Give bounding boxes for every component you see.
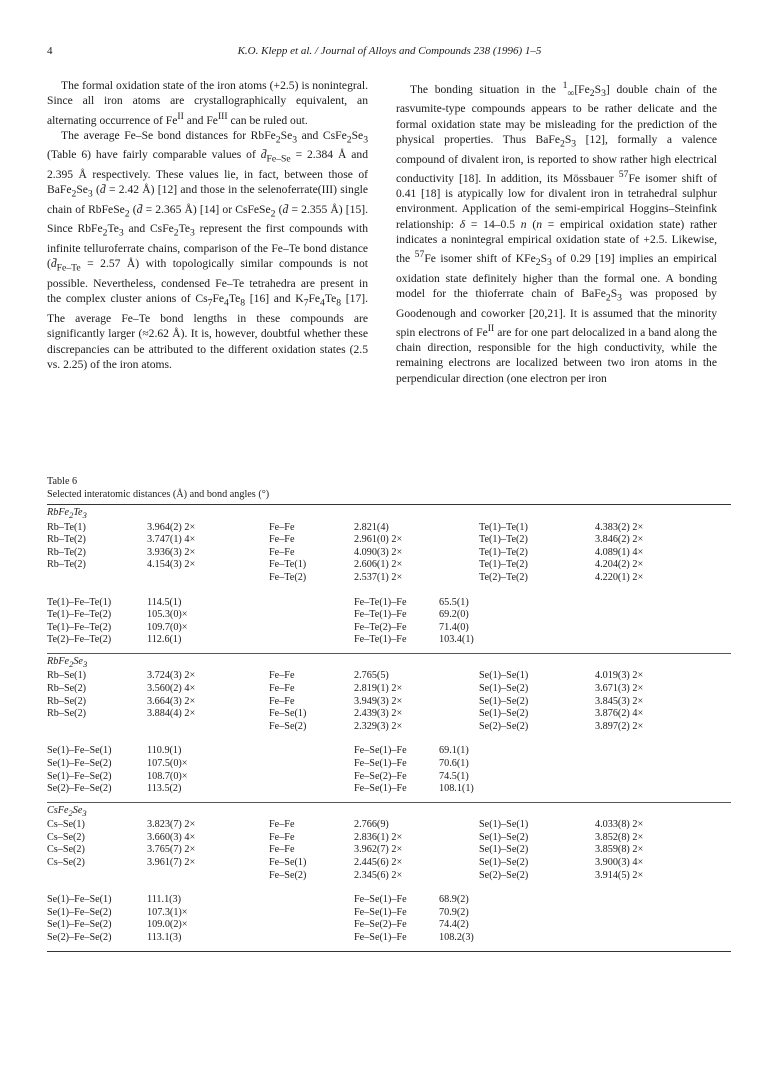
- table-cell: 3.897(2) 2×: [595, 720, 644, 732]
- table-cell: Cs–Se(2): [47, 857, 85, 869]
- table-cell: Te(1)–Fe–Te(2): [47, 621, 112, 633]
- table-cell: Te(1)–Fe–Te(1): [47, 596, 112, 608]
- table-cell: 4.220(1) 2×: [595, 571, 644, 583]
- table-cell: Fe–Fe: [269, 683, 295, 694]
- table-cell: 4.089(1) 4×: [595, 546, 644, 558]
- table-cell: Rb–Se(1): [47, 670, 87, 682]
- table-cell: Se(1)–Fe–Se(1): [47, 894, 112, 906]
- table-cell: Fe–Te(1)–Fe: [354, 596, 407, 608]
- left-paragraph-1: The formal oxidation state of the iron atoms (+2.5) is nonintegral. Since all iron atoms are crystallographically equivalent, an alternating occurrence of $Fe^{II}$ and $Fe^{III}$ can be ruled out.: [47, 79, 368, 127]
- table-cell: Fe–Fe: [269, 695, 295, 707]
- distance-row: [47, 534, 731, 547]
- table-cell: Cs–Se(2): [47, 831, 85, 843]
- table-cell: Rb–Te(2): [47, 559, 86, 571]
- distance-row: [47, 522, 731, 535]
- table-cell: 3.900(3) 4×: [595, 857, 644, 869]
- table-cell: Fe–Se(1)–Fe: [354, 932, 407, 944]
- table-section-title: $CsFe_2Se_3$: [47, 804, 87, 818]
- table-cell: 3.671(3) 2×: [595, 683, 644, 694]
- distance-row: [47, 870, 731, 883]
- table-cell: 70.9(2): [439, 906, 469, 918]
- table-cell: Se(1)–Fe–Se(2): [47, 906, 112, 918]
- table-cell: 3.884(4) 2×: [147, 708, 196, 720]
- distance-row: [47, 819, 731, 832]
- table-cell: Fe–Se(2): [269, 869, 307, 881]
- table-bottom-rule: [47, 951, 731, 952]
- distance-row: [47, 696, 731, 709]
- table-label: Table 6: [47, 476, 78, 487]
- table-cell: 3.961(7) 2×: [147, 857, 196, 869]
- table-cell: Se(1)–Se(2): [479, 831, 529, 843]
- table-cell: Te(1)–Te(2): [479, 534, 528, 546]
- distance-row: [47, 683, 731, 696]
- table-cell: 2.445(6) 2×: [354, 857, 403, 869]
- table-section-title: $RbFe_2Te_3$: [47, 507, 87, 521]
- table-cell: 2.821(4): [354, 521, 389, 533]
- angle-row: [47, 634, 731, 647]
- angle-row: [47, 609, 731, 622]
- table-cell: 3.876(2) 4×: [595, 708, 644, 720]
- table-cell: 3.823(7) 2×: [147, 819, 196, 831]
- table-cell: Te(2)–Te(2): [479, 571, 528, 583]
- table-cell: Se(1)–Se(1): [479, 819, 529, 831]
- angle-row: [47, 745, 731, 758]
- table-cell: 3.964(2) 2×: [147, 521, 196, 533]
- distance-row: [47, 547, 731, 560]
- table-cell: 2.836(1) 2×: [354, 831, 403, 843]
- table-cell: Cs–Se(2): [47, 844, 85, 856]
- table-cell: 4.383(2) 2×: [595, 521, 644, 533]
- table-cell: Fe–Se(1): [269, 857, 307, 869]
- table-cell: 2.537(1) 2×: [354, 571, 403, 583]
- table-cell: Rb–Te(2): [47, 534, 86, 546]
- table-cell: Se(1)–Se(2): [479, 708, 529, 720]
- table-cell: Fe–Fe: [269, 534, 295, 546]
- distance-row: [47, 721, 731, 734]
- table-cell: Fe–Se(1)–Fe: [354, 745, 407, 757]
- table-cell: Rb–Te(1): [47, 521, 86, 533]
- table-cell: 112.6(1): [147, 634, 182, 646]
- distance-row: [47, 708, 731, 721]
- table-cell: Fe–Fe: [269, 844, 295, 856]
- distance-row: [47, 832, 731, 845]
- table-cell: 69.1(1): [439, 745, 469, 757]
- table-cell: Fe–Se(2)–Fe: [354, 770, 407, 782]
- table-cell: Fe–Fe: [269, 670, 295, 682]
- table-cell: Te(2)–Fe–Te(2): [47, 634, 112, 646]
- table-cell: Fe–Se(2)–Fe: [354, 919, 407, 931]
- table-6: [47, 476, 731, 952]
- table-cell: Fe–Te(1): [269, 559, 307, 571]
- table-cell: 113.1(3): [147, 932, 182, 944]
- table-cell: 70.6(1): [439, 757, 469, 769]
- table-cell: 74.4(2): [439, 919, 469, 931]
- table-cell: Fe–Se(1)–Fe: [354, 783, 407, 795]
- table-cell: Rb–Se(2): [47, 683, 87, 694]
- table-cell: 108.2(3): [439, 932, 474, 944]
- table-cell: 3.859(8) 2×: [595, 844, 644, 856]
- table-cell: 114.5(1): [147, 596, 182, 608]
- table-cell: Fe–Se(1)–Fe: [354, 906, 407, 918]
- table-cell: Fe–Fe: [269, 819, 295, 831]
- table-cell: Se(1)–Fe–Se(2): [47, 757, 112, 769]
- angle-row: [47, 932, 731, 945]
- table-body: [47, 507, 731, 949]
- table-cell: 74.5(1): [439, 770, 469, 782]
- table-cell: 108.1(1): [439, 783, 474, 795]
- table-cell: Cs–Se(1): [47, 819, 85, 831]
- table-section-rule: [47, 802, 731, 803]
- table-cell: 3.560(2) 4×: [147, 683, 196, 694]
- left-paragraph-2: The average Fe–Se bond distances for $RbFe_2Se_3$ and $CsFe_2Se_3$ (Table 6) have fairly comparable values of $d̄_{Fe-Se} = 2.384$ Å and 2.395 Å respectively. These values lie, in fact, between those of $BaFe_2Se_3$ (d̄ = 2.42 Å) [12] and those in the selenoferrate(III) single chain of RbFeSe$_2$ (d̄ = 2.365 Å) [14] or CsFeSe$_2$ (d̄ = 2.355 Å) [15]. Since $RbFe_2Te_3$ and $CsFe_2Te_3$ represent the first compounds with infinite telluroferrate chains, comparison of the Fe–Te bond distance ($d̄_{Fe-Te} = 2.57$ Å) with topologically similar compounds is not possible. Nevertheless, condensed Fe–Te tetrahedra are present in the complex cluster anions of $Cs_7Fe_4Te_8$ [16] and $K_7Fe_4Te_8$ [17]. The average Fe–Te bond lengths in these compounds are significantly larger (≈2.62 Å). It is, however, doubtful whether these discrepancies can be attributed to the different oxidation states (2.5 vs. 2.25) of the iron atoms.: [47, 128, 369, 371]
- angle-row: [47, 758, 731, 771]
- table-cell: Se(1)–Se(2): [479, 683, 529, 694]
- table-cell: Fe–Te(1)–Fe: [354, 609, 407, 621]
- table-cell: 3.845(3) 2×: [595, 695, 644, 707]
- table-cell: 105.3(0)×: [147, 609, 188, 621]
- table-cell: 2.439(3) 2×: [354, 708, 403, 720]
- table-cell: Fe–Te(2)–Fe: [354, 621, 407, 633]
- table-cell: 113.5(2): [147, 783, 182, 795]
- table-cell: Se(1)–Se(2): [479, 695, 529, 707]
- table-cell: Se(1)–Se(2): [479, 844, 529, 856]
- table-cell: Se(2)–Fe–Se(2): [47, 783, 112, 795]
- table-cell: Te(1)–Te(1): [479, 521, 528, 533]
- table-cell: 3.962(7) 2×: [354, 844, 403, 856]
- table-cell: 4.019(3) 2×: [595, 670, 644, 682]
- table-cell: 2.819(1) 2×: [354, 683, 403, 694]
- table-cell: 3.747(1) 4×: [147, 534, 196, 546]
- table-cell: 2.345(6) 2×: [354, 869, 403, 881]
- table-top-rule: [47, 504, 731, 505]
- table-cell: 109.0(2)×: [147, 919, 188, 931]
- table-cell: 2.766(9): [354, 819, 389, 831]
- table-cell: Te(1)–Fe–Te(2): [47, 609, 112, 621]
- table-cell: 2.329(3) 2×: [354, 720, 403, 732]
- right-column: [396, 78, 717, 386]
- table-cell: Fe–Se(1)–Fe: [354, 894, 407, 906]
- table-cell: Se(1)–Fe–Se(2): [47, 919, 112, 931]
- table-cell: Se(2)–Se(2): [479, 869, 529, 881]
- table-cell: 2.606(1) 2×: [354, 559, 403, 571]
- table-cell: Te(1)–Te(2): [479, 559, 528, 571]
- running-head: K.O. Klepp et al. / Journal of Alloys and Compounds 238 (1996) 1–5: [237, 45, 542, 57]
- table-cell: 3.936(3) 2×: [147, 546, 196, 558]
- left-column: [47, 78, 368, 372]
- table-cell: 108.7(0)×: [147, 770, 188, 782]
- table-cell: Se(1)–Se(1): [479, 670, 529, 682]
- table-cell: 65.5(1): [439, 596, 469, 608]
- table-cell: 111.1(3): [147, 894, 182, 906]
- page-number: 4: [47, 45, 53, 57]
- table-cell: 3.852(8) 2×: [595, 831, 644, 843]
- distance-row: [47, 572, 731, 585]
- table-cell: Fe–Se(2): [269, 720, 307, 732]
- table-cell: Fe–Fe: [269, 831, 295, 843]
- table-section-rule: [47, 653, 731, 654]
- table-cell: 3.914(5) 2×: [595, 869, 644, 881]
- table-cell: 103.4(1): [439, 634, 474, 646]
- table-cell: 4.090(3) 2×: [354, 546, 403, 558]
- distance-row: [47, 857, 731, 870]
- table-cell: Fe–Fe: [269, 546, 295, 558]
- table-cell: 69.2(0): [439, 609, 469, 621]
- table-cell: 3.765(7) 2×: [147, 844, 196, 856]
- table-cell: 4.033(8) 2×: [595, 819, 644, 831]
- table-cell: 68.9(2): [439, 894, 469, 906]
- table-cell: 3.949(3) 2×: [354, 695, 403, 707]
- table-cell: Se(1)–Se(2): [479, 857, 529, 869]
- table-cell: 3.846(2) 2×: [595, 534, 644, 546]
- distance-row: [47, 559, 731, 572]
- angle-row: [47, 771, 731, 784]
- table-cell: 110.9(1): [147, 745, 182, 757]
- table-caption: Selected interatomic distances (Å) and bond angles (°): [47, 489, 270, 500]
- table-cell: Rb–Se(2): [47, 708, 87, 720]
- table-cell: 3.660(3) 4×: [147, 831, 196, 843]
- angle-row: [47, 907, 731, 920]
- table-cell: Se(1)–Fe–Se(1): [47, 745, 112, 757]
- table-cell: 107.5(0)×: [147, 757, 188, 769]
- table-cell: Rb–Te(2): [47, 546, 86, 558]
- table-cell: 2.765(5): [354, 670, 389, 682]
- angle-row: [47, 597, 731, 610]
- table-cell: Rb–Se(2): [47, 695, 87, 707]
- table-cell: Fe–Fe: [269, 521, 295, 533]
- table-cell: 4.204(2) 2×: [595, 559, 644, 571]
- angle-row: [47, 622, 731, 635]
- table-cell: Fe–Te(1)–Fe: [354, 634, 407, 646]
- table-cell: Te(1)–Te(2): [479, 546, 528, 558]
- distance-row: [47, 844, 731, 857]
- table-cell: Se(2)–Fe–Se(2): [47, 932, 112, 944]
- distance-row: [47, 670, 731, 683]
- angle-row: [47, 919, 731, 932]
- table-cell: Fe–Se(1)–Fe: [354, 757, 407, 769]
- angle-row: [47, 783, 731, 796]
- table-cell: 4.154(3) 2×: [147, 559, 196, 571]
- angle-row: [47, 894, 731, 907]
- table-section-title: $RbFe_2Se_3$: [47, 655, 88, 669]
- table-cell: 2.961(0) 2×: [354, 534, 403, 546]
- table-cell: Fe–Te(2): [269, 571, 307, 583]
- table-cell: 3.664(3) 2×: [147, 695, 196, 707]
- table-cell: Se(2)–Se(2): [479, 720, 529, 732]
- right-paragraph-1: The bonding situation in the $^1_\infty[Fe_2S_3]$ double chain of the rasvumite-type compounds appears to be rather delicate and the formal oxidation state may be misleading for the prediction of the physical properties. Thus $BaFe_2S_3$ [12], formally a valence compound of divalent iron, is reported to show rather high electrical conductivity [18]. In addition, its Mössbauer $^{57}$Fe isomer shift of 0.41 [18] is atypically low for divalent iron in tetrahedral sulphur environment. Application of the semi-empirical Hoggins–Steinfink relationship: δ = 14–0.5 n (n = empirical oxidation state) rather indicates a nonintegral empirical oxidation state of +2.5. Likewise, the $^{57}$Fe isomer shift of $KFe_2S_3$ of 0.29 [19] implies an empirical oxidation state definitely higher than the formal one. A bonding model for the thioferrate chain of $BaFe_2S_3$ was proposed by Goodenough and coworker [20,21]. It is assumed that the minority spin electrons of $Fe^{II}$ are for one part delocalized in a band along the chain direction, responsible for the high conductivity, while the remaining electrons are localized between two iron atoms in the perpendicular direction (one electron per iron: [396, 80, 718, 385]
- table-cell: Se(1)–Fe–Se(2): [47, 770, 112, 782]
- table-cell: Fe–Se(1): [269, 708, 307, 720]
- table-cell: 109.7(0)×: [147, 621, 188, 633]
- table-cell: 3.724(3) 2×: [147, 670, 196, 682]
- table-cell: 71.4(0): [439, 621, 469, 633]
- table-cell: 107.3(1)×: [147, 906, 188, 918]
